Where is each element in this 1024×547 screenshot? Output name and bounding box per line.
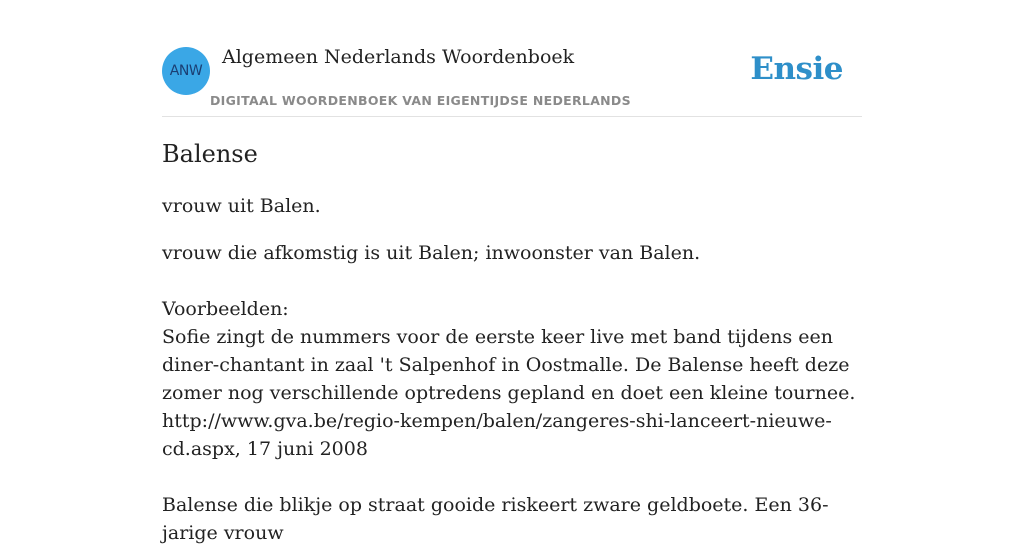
site-header xyxy=(162,0,862,117)
site-title[interactable]: Algemeen Nederlands Woordenboek xyxy=(222,46,575,68)
paragraph-gap xyxy=(162,267,862,295)
short-definition: vrouw uit Balen. xyxy=(162,195,321,217)
long-definition: vrouw die afkomstig is uit Balen; inwoonster van Balen. xyxy=(162,242,701,264)
site-subtitle: DIGITAAL WOORDENBOEK VAN EIGENTIJDSE NEDERLANDS xyxy=(210,93,631,108)
page-container xyxy=(162,0,862,544)
entry-body xyxy=(162,239,862,547)
paragraph-gap xyxy=(162,463,862,491)
example-2-text: Balense die blikje op straat gooide riskeert zware geldboete. Een 36-jarige vrouw xyxy=(162,494,829,544)
example-1-source: http://www.gva.be/regio-kempen/balen/zangeres-shi-lanceert-nieuwe-cd.aspx, 17 juni 2008 xyxy=(162,410,832,460)
ensie-brand-logo[interactable]: Ensie xyxy=(750,51,843,87)
example-1-text: Sofie zingt de nummers voor de eerste keer live met band tijdens een diner-chantant in zaal 't Salpenhof in Oostmalle. De Balense heeft deze zomer nog verschillende optredens gepland en doet een kleine tournee. xyxy=(162,326,856,404)
examples-label: Voorbeelden: xyxy=(162,298,289,320)
anw-logo[interactable]: ANW xyxy=(162,47,210,95)
entry-headword: Balense xyxy=(162,140,258,168)
